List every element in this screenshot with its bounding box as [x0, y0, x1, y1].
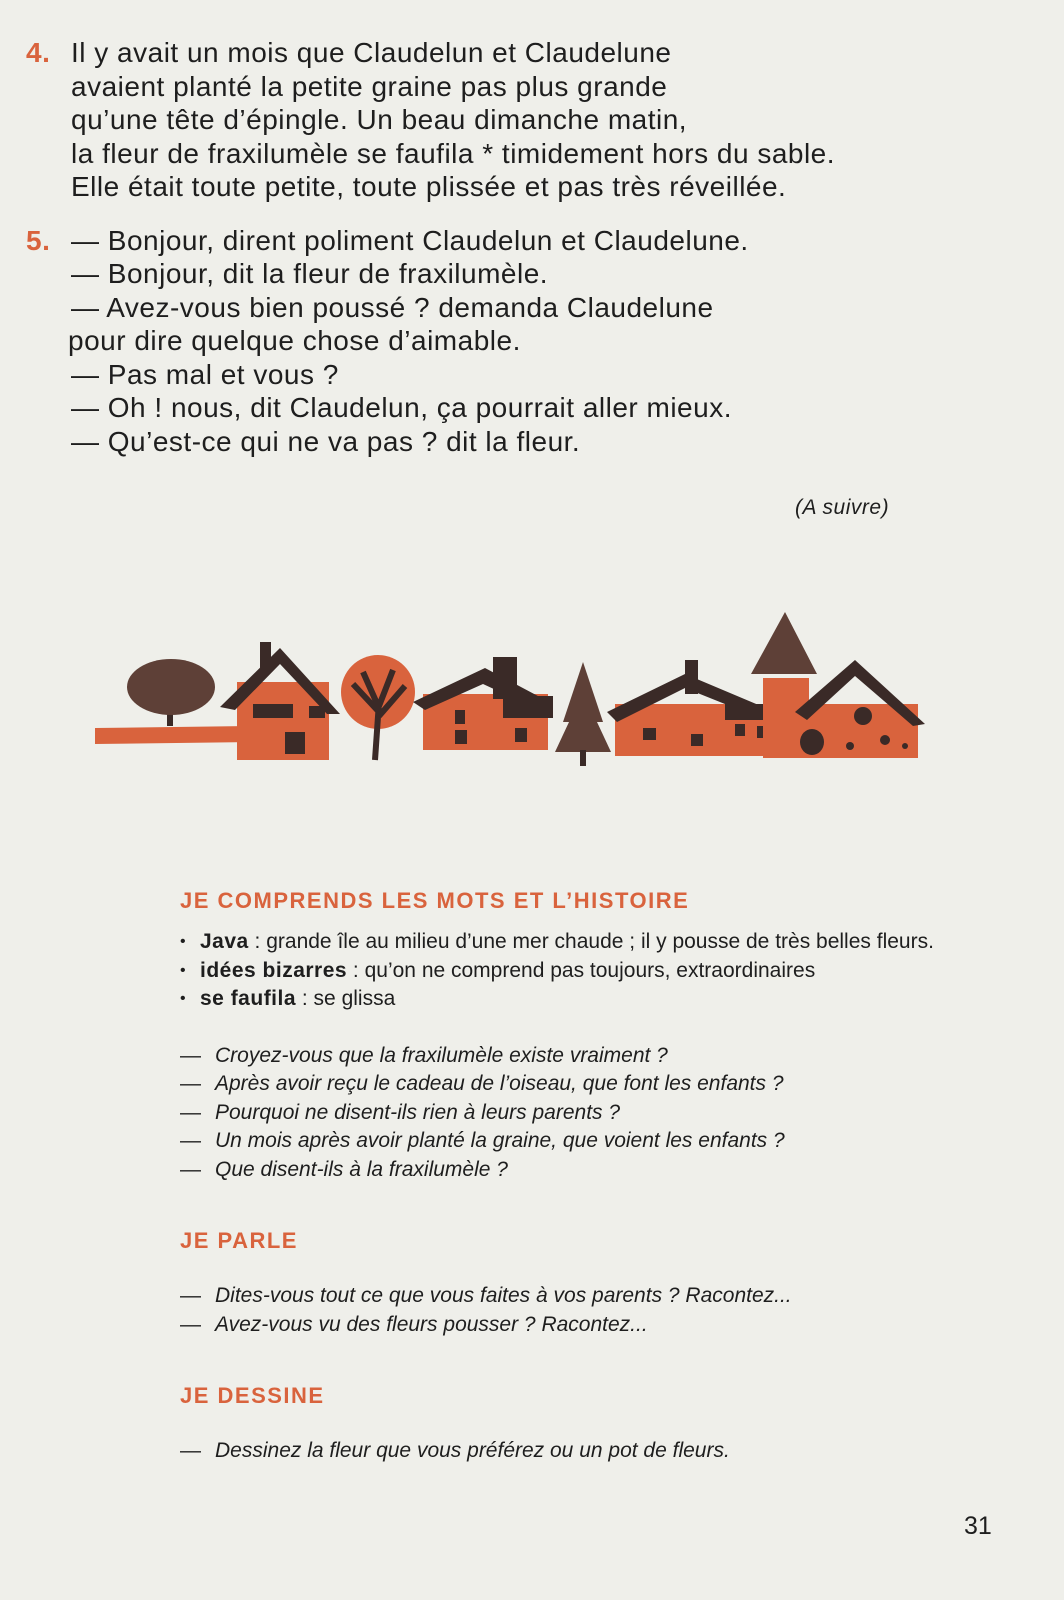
speaking-section: [180, 1228, 1020, 1339]
dialogue-line: — Avez-vous bien poussé ? demanda Claudelune: [71, 291, 714, 323]
vocab-definition: : se glissa: [296, 987, 396, 1010]
dialogue-line: — Pas mal et vous ?: [71, 358, 339, 390]
dash: —: [180, 1129, 201, 1152]
ground-strip: [95, 726, 255, 744]
question-item: [180, 1282, 1020, 1311]
dialogue-line: — Bonjour, dirent poliment Claudelun et Claudelune.: [71, 224, 749, 256]
question-text: Après avoir reçu le cadeau de l’oiseau, que font les enfants ?: [215, 1072, 784, 1095]
text-line: la fleur de fraxilumèle se faufila * timidement hors du sable.: [71, 137, 836, 169]
dash: —: [180, 1284, 201, 1307]
paragraph-number: 5.: [26, 224, 51, 256]
page-number: 31: [964, 1512, 992, 1540]
text-line: avaient planté la petite graine pas plus grande: [71, 70, 668, 102]
question-text: Dessinez la fleur que vous préférez ou un pot de fleurs.: [215, 1439, 730, 1462]
bullet: •: [180, 961, 186, 979]
village-illustration: [95, 612, 950, 787]
dialogue-line: — Oh ! nous, dit Claudelun, ça pourrait aller mieux.: [71, 392, 732, 423]
vocab-item: [180, 957, 1020, 986]
vocab-term: idées bizarres: [200, 958, 348, 982]
question-text: Un mois après avoir planté la graine, que voient les enfants ?: [215, 1129, 785, 1152]
question-list: [180, 1437, 1020, 1466]
section-heading: JE PARLE: [180, 1228, 298, 1253]
question-item: [180, 1099, 1020, 1128]
dash: —: [180, 1439, 201, 1462]
question-list: [180, 1282, 1020, 1339]
question-item: [180, 1070, 1020, 1099]
bush-tree: [127, 659, 215, 726]
paragraph-5: [26, 224, 1006, 459]
bullet: •: [180, 990, 186, 1007]
question-text: Que disent-ils à la fraxilumèle ?: [215, 1157, 508, 1181]
bullet: •: [180, 933, 186, 950]
exercises-section: [180, 888, 1020, 1466]
dialogue-line: pour dire quelque chose d’aimable.: [68, 325, 521, 356]
question-text: Dites-vous tout ce que vous faites à vos parents ? Racontez...: [215, 1284, 792, 1307]
dash: —: [180, 1043, 201, 1067]
vocab-item: [180, 985, 1020, 1014]
dialogue-line: — Bonjour, dit la fleur de fraxilumèle.: [71, 258, 549, 289]
dash: —: [180, 1100, 201, 1124]
text-line: qu’une tête d’épingle. Un beau dimanche matin,: [71, 104, 688, 135]
paragraph-4: [26, 36, 1006, 204]
to-be-continued: (A suivre): [795, 496, 890, 519]
question-item: [180, 1042, 1020, 1071]
vocab-term: Java: [200, 930, 249, 953]
question-text: Croyez-vous que la fraxilumèle existe vraiment ?: [215, 1043, 668, 1067]
question-item: [180, 1311, 1020, 1340]
question-list: [180, 1042, 1020, 1185]
question-item: [180, 1127, 1020, 1156]
house: [413, 657, 553, 750]
dash: —: [180, 1157, 201, 1181]
vocab-item: [180, 928, 1010, 957]
house: [607, 660, 780, 756]
question-text: Avez-vous vu des fleurs pousser ? Racontez...: [215, 1312, 648, 1336]
vocabulary-list: [180, 928, 1020, 1014]
comprehension-section: [180, 888, 1020, 1184]
vocab-term: se faufila: [200, 987, 297, 1010]
story-text: [26, 36, 1006, 458]
dash: —: [180, 1072, 201, 1095]
text-line: Il y avait un mois que Claudelun et Claudelune: [71, 37, 672, 68]
dialogue-line: — Qu’est-ce qui ne va pas ? dit la fleur.: [71, 425, 581, 457]
question-item: [180, 1156, 1020, 1185]
house: [795, 660, 925, 758]
section-heading: JE DESSINE: [180, 1383, 325, 1408]
vocab-definition: : qu’on ne comprend pas toujours, extraordinaires: [347, 958, 816, 982]
orange-tree: [341, 655, 415, 760]
section-heading: JE COMPRENDS LES MOTS ET L’HISTOIRE: [180, 888, 690, 913]
paragraph-number: 4.: [26, 37, 51, 68]
text-line: Elle était toute petite, toute plissée et pas très réveillée.: [71, 171, 787, 202]
question-item: [180, 1437, 1020, 1466]
pine-tree: [555, 662, 611, 766]
question-text: Pourquoi ne disent-ils rien à leurs parents ?: [215, 1100, 621, 1124]
dash: —: [180, 1312, 201, 1336]
house: [220, 642, 340, 760]
vocab-definition: : grande île au milieu d’une mer chaude ; il y pousse de très belles fleurs.: [248, 930, 934, 953]
drawing-section: [180, 1383, 1020, 1466]
